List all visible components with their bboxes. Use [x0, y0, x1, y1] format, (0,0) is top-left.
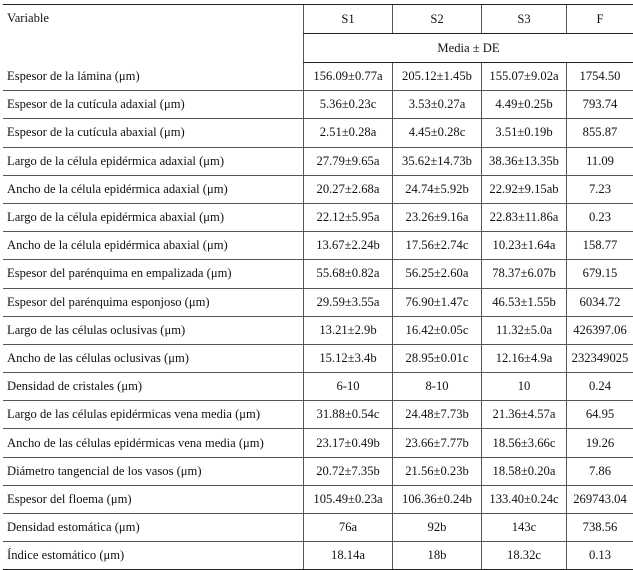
cell-s1: 156.09±0.77a: [304, 63, 393, 91]
cell-variable: Largo de las células oclusivas (μm): [3, 316, 304, 344]
table-row: [3, 457, 633, 485]
cell-s1: 5.36±0.23c: [304, 91, 393, 119]
cell-s2: 17.56±2.74c: [393, 232, 482, 260]
table-row: [3, 175, 633, 203]
anatomy-data-table: [3, 4, 633, 570]
table-row: [3, 63, 633, 91]
cell-s1: 15.12±3.4b: [304, 344, 393, 372]
cell-f: 232349025: [567, 344, 633, 372]
cell-variable: Espesor del floema (μm): [3, 485, 304, 513]
cell-s3: 46.53±1.55b: [482, 288, 567, 316]
cell-s2: 35.62±14.73b: [393, 147, 482, 175]
cell-f: 426397.06: [567, 316, 633, 344]
cell-s2: 16.42±0.05c: [393, 316, 482, 344]
cell-s2: 106.36±0.24b: [393, 485, 482, 513]
cell-s1: 105.49±0.23a: [304, 485, 393, 513]
cell-s1: 55.68±0.82a: [304, 260, 393, 288]
cell-s3: 3.51±0.19b: [482, 119, 567, 147]
table-row: [3, 232, 633, 260]
cell-s1: 20.27±2.68a: [304, 175, 393, 203]
cell-s2: 8-10: [393, 373, 482, 401]
cell-s2: 76.90±1.47c: [393, 288, 482, 316]
cell-variable: Largo de la célula epidérmica adaxial (μm): [3, 147, 304, 175]
cell-s2: 21.56±0.23b: [393, 457, 482, 485]
cell-s1: 6-10: [304, 373, 393, 401]
header-s1: S1: [304, 5, 393, 34]
cell-f: 7.86: [567, 457, 633, 485]
cell-s1: 76a: [304, 514, 393, 542]
cell-s3: 10.23±1.64a: [482, 232, 567, 260]
cell-s2: 3.53±0.27a: [393, 91, 482, 119]
cell-f: 793.74: [567, 91, 633, 119]
cell-variable: Ancho de la célula epidérmica abaxial (μm): [3, 232, 304, 260]
table-header: [3, 5, 633, 63]
cell-s2: 4.45±0.28c: [393, 119, 482, 147]
cell-variable: Espesor de la cutícula adaxial (μm): [3, 91, 304, 119]
cell-s3: 11.32±5.0a: [482, 316, 567, 344]
cell-s3: 10: [482, 373, 567, 401]
table-row: [3, 373, 633, 401]
cell-s3: 12.16±4.9a: [482, 344, 567, 372]
table-row: [3, 203, 633, 231]
cell-f: 7.23: [567, 175, 633, 203]
cell-s2: 28.95±0.01c: [393, 344, 482, 372]
cell-s3: 78.37±6.07b: [482, 260, 567, 288]
cell-s1: 29.59±3.55a: [304, 288, 393, 316]
cell-f: 855.87: [567, 119, 633, 147]
header-row: [3, 5, 633, 34]
cell-variable: Espesor del parénquima esponjoso (μm): [3, 288, 304, 316]
cell-f: 19.26: [567, 429, 633, 457]
cell-s3: 143c: [482, 514, 567, 542]
cell-s2: 56.25±2.60a: [393, 260, 482, 288]
cell-s1: 31.88±0.54c: [304, 401, 393, 429]
cell-variable: Densidad estomática (μm): [3, 514, 304, 542]
cell-variable: Densidad de cristales (μm): [3, 373, 304, 401]
table-row: [3, 429, 633, 457]
cell-variable: Espesor de la cutícula abaxial (μm): [3, 119, 304, 147]
table-row: [3, 344, 633, 372]
table-row: [3, 542, 633, 570]
cell-s2: 24.48±7.73b: [393, 401, 482, 429]
cell-s2: 18b: [393, 542, 482, 570]
header-s2: S2: [393, 5, 482, 34]
header-variable: Variable: [3, 5, 304, 63]
cell-s2: 24.74±5.92b: [393, 175, 482, 203]
table-row: [3, 288, 633, 316]
cell-f: 158.77: [567, 232, 633, 260]
table-row: [3, 147, 633, 175]
cell-s1: 27.79±9.65a: [304, 147, 393, 175]
header-s3: S3: [482, 5, 567, 34]
cell-variable: Largo de la célula epidérmica abaxial (μm): [3, 203, 304, 231]
table-row: [3, 514, 633, 542]
cell-s3: 22.92±9.15ab: [482, 175, 567, 203]
table-row: [3, 401, 633, 429]
cell-variable: Ancho de las células epidérmicas vena media (μm): [3, 429, 304, 457]
cell-variable: Índice estomático (μm): [3, 542, 304, 570]
table-row: [3, 119, 633, 147]
cell-s2: 205.12±1.45b: [393, 63, 482, 91]
table-row: [3, 260, 633, 288]
cell-s3: 18.56±3.66c: [482, 429, 567, 457]
cell-variable: Largo de las células epidérmicas vena media (μm): [3, 401, 304, 429]
cell-s3: 18.32c: [482, 542, 567, 570]
cell-s3: 21.36±4.57a: [482, 401, 567, 429]
header-f: F: [567, 5, 633, 34]
cell-s2: 23.66±7.77b: [393, 429, 482, 457]
header-media-de: Media ± DE: [304, 34, 633, 63]
cell-f: 6034.72: [567, 288, 633, 316]
cell-s3: 133.40±0.24c: [482, 485, 567, 513]
cell-f: 11.09: [567, 147, 633, 175]
cell-s3: 18.58±0.20a: [482, 457, 567, 485]
cell-f: 64.95: [567, 401, 633, 429]
cell-f: 0.24: [567, 373, 633, 401]
cell-s1: 13.21±2.9b: [304, 316, 393, 344]
cell-variable: Espesor de la lámina (μm): [3, 63, 304, 91]
cell-variable: Ancho de la célula epidérmica adaxial (μm): [3, 175, 304, 203]
cell-s1: 18.14a: [304, 542, 393, 570]
cell-f: 1754.50: [567, 63, 633, 91]
table-row: [3, 91, 633, 119]
cell-s1: 23.17±0.49b: [304, 429, 393, 457]
table-body: [3, 63, 633, 570]
cell-s3: 38.36±13.35b: [482, 147, 567, 175]
cell-variable: Ancho de las células oclusivas (μm): [3, 344, 304, 372]
cell-s1: 20.72±7.35b: [304, 457, 393, 485]
cell-s3: 155.07±9.02a: [482, 63, 567, 91]
cell-s1: 22.12±5.95a: [304, 203, 393, 231]
cell-s2: 23.26±9.16a: [393, 203, 482, 231]
cell-f: 738.56: [567, 514, 633, 542]
cell-s1: 13.67±2.24b: [304, 232, 393, 260]
cell-s1: 2.51±0.28a: [304, 119, 393, 147]
table-row: [3, 485, 633, 513]
cell-s3: 4.49±0.25b: [482, 91, 567, 119]
cell-f: 269743.04: [567, 485, 633, 513]
cell-variable: Espesor del parénquima en empalizada (μm): [3, 260, 304, 288]
table-row: [3, 316, 633, 344]
cell-variable: Diámetro tangencial de los vasos (μm): [3, 457, 304, 485]
cell-s2: 92b: [393, 514, 482, 542]
cell-f: 0.23: [567, 203, 633, 231]
cell-s3: 22.83±11.86a: [482, 203, 567, 231]
cell-f: 679.15: [567, 260, 633, 288]
cell-f: 0.13: [567, 542, 633, 570]
